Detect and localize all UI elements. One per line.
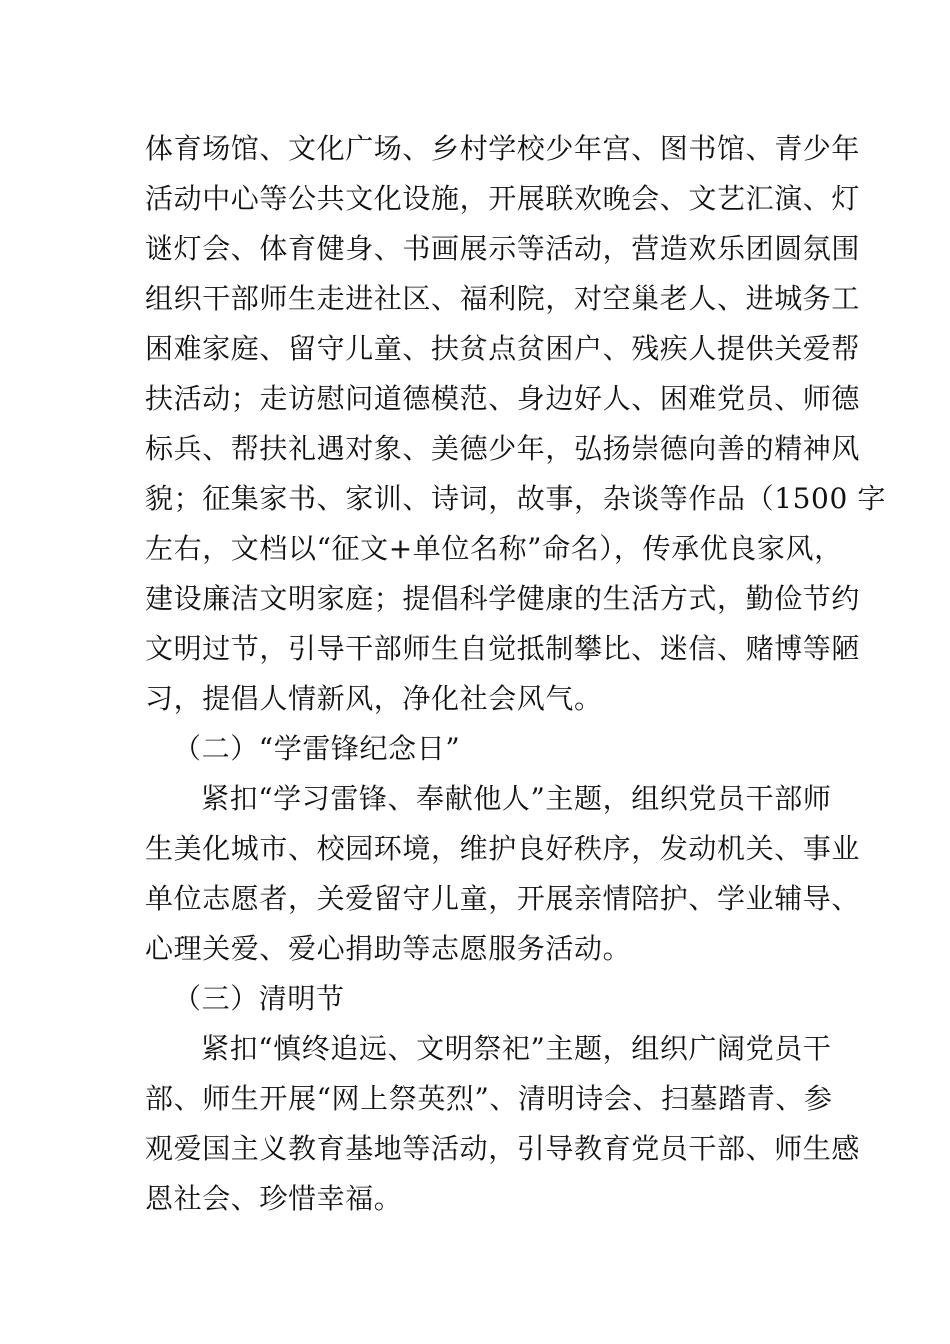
paragraph-line: 扶活动；走访慰问道德模范、身边好人、困难党员、师德	[145, 382, 861, 415]
paragraph-line: 活动中心等公共文化设施，开展联欢晚会、文艺汇演、灯	[145, 182, 861, 215]
paragraph-line: 部、师生开展“网上祭英烈”、清明诗会、扫墓踏青、参	[145, 1082, 833, 1115]
paragraph-line: 文明过节，引导干部师生自觉抵制攀比、迷信、赌博等陋	[145, 632, 861, 665]
paragraph-line: 生美化城市、校园环境，维护良好秩序，发动机关、事业	[145, 832, 861, 865]
section-heading-xueleifeng: （二）“学雷锋纪念日”	[173, 732, 461, 765]
paragraph-line: 体育场馆、文化广场、乡村学校少年宫、图书馆、青少年	[145, 132, 861, 165]
paragraph-line: 观爱国主义教育基地等活动，引导教育党员干部、师生感	[145, 1132, 861, 1165]
paragraph-line: 心理关爱、爱心捐助等志愿服务活动。	[145, 932, 632, 965]
document-body	[145, 124, 886, 1224]
paragraph-line: 建设廉洁文明家庭；提倡科学健康的生活方式，勤俭节约	[145, 582, 861, 615]
paragraph-line: 左右，文档以“征文+单位名称”命名），传承优良家风，	[145, 532, 843, 565]
paragraph-line: 恩社会、珍惜幸福。	[145, 1182, 403, 1215]
section-heading-qingming: （三）清明节	[173, 982, 345, 1015]
paragraph-first-line: 紧扣“学习雷锋、奉献他人”主题，组织党员干部师	[201, 782, 832, 815]
paragraph-line: 组织干部师生走进社区、福利院，对空巢老人、进城务工	[145, 282, 861, 315]
paragraph-line: 标兵、帮扶礼遇对象、美德少年，弘扬崇德向善的精神风	[145, 432, 861, 465]
paragraph-line: 单位志愿者，关爱留守儿童，开展亲情陪护、学业辅导、	[145, 882, 861, 915]
paragraph-line: 困难家庭、留守儿童、扶贫点贫困户、残疾人提供关爱帮	[145, 332, 861, 365]
paragraph-line: 谜灯会、体育健身、书画展示等活动，营造欢乐团圆氛围	[145, 232, 861, 265]
paragraph-first-line: 紧扣“慎终追远、文明祭祀”主题，组织广阔党员干	[201, 1032, 832, 1065]
paragraph-line: 貌；征集家书、家训、诗词，故事，杂谈等作品（1500 字	[145, 482, 886, 515]
paragraph-line: 习，提倡人情新风，净化社会风气。	[145, 682, 603, 715]
